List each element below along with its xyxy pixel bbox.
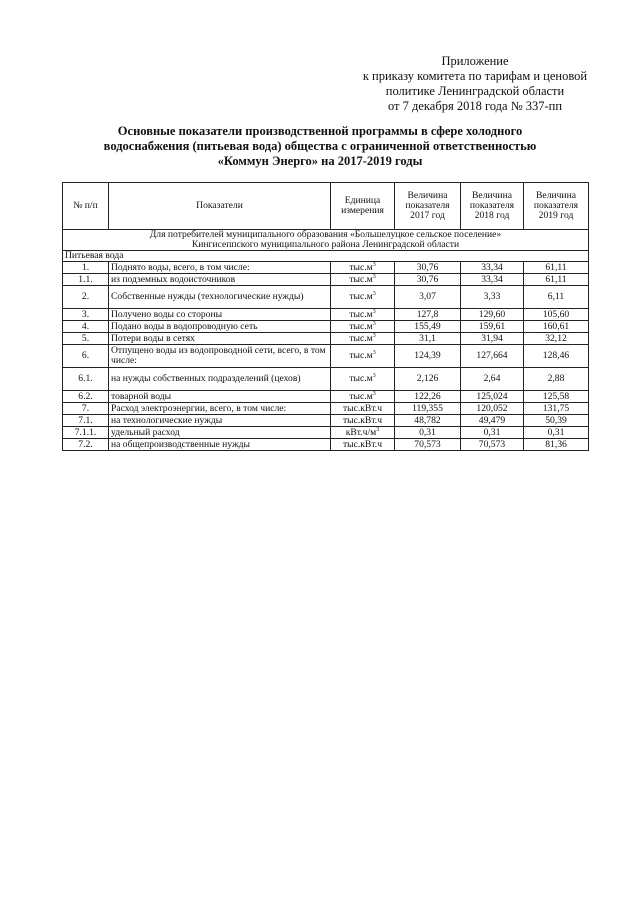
value-2017: 48,782 xyxy=(395,415,461,427)
value-2017: 122,26 xyxy=(395,391,461,403)
value-2019: 50,39 xyxy=(524,415,589,427)
consumer-line: Для потребителей муниципального образования «Большелуцкое сельское поселение» xyxy=(149,229,502,240)
row-unit xyxy=(331,368,395,391)
row-number: 6.2. xyxy=(63,391,109,403)
value-2019: 32,12 xyxy=(524,333,589,345)
row-indicator: из подземных водоисточников xyxy=(109,274,331,286)
header-2018: Величина показателя 2018 год xyxy=(461,183,524,230)
value-2018: 31,94 xyxy=(461,333,524,345)
appendix-line: к приказу комитета по тарифам и ценовой xyxy=(362,69,588,83)
unit-exponent: 3 xyxy=(372,320,376,327)
row-unit xyxy=(331,286,395,309)
value-2019: 61,11 xyxy=(524,262,589,274)
unit-text: тыс.кВт.ч xyxy=(342,438,383,450)
table-row xyxy=(63,286,589,309)
unit-exponent: 3 xyxy=(372,273,376,280)
unit-text: тыс.м xyxy=(349,390,373,402)
unit-text: тыс.м xyxy=(349,320,373,332)
table-row xyxy=(63,262,589,274)
row-indicator: на общепроизводственные нужды xyxy=(109,439,331,451)
table-row xyxy=(63,439,589,451)
row-number: 1. xyxy=(63,262,109,274)
row-number: 4. xyxy=(63,321,109,333)
header-2019: Величина показателя 2019 год xyxy=(524,183,589,230)
row-number: 7.1.1. xyxy=(63,427,109,439)
unit-text: тыс.м xyxy=(349,373,373,384)
value-2019: 2,88 xyxy=(524,368,589,391)
value-2018: 0,31 xyxy=(461,427,524,439)
unit-text: тыс.м xyxy=(349,291,373,302)
consumer-cell xyxy=(63,230,589,251)
value-2017: 155,49 xyxy=(395,321,461,333)
value-2017: 2,126 xyxy=(395,368,461,391)
unit-text: тыс.м xyxy=(349,332,373,344)
row-indicator: удельный расход xyxy=(109,427,331,439)
row-unit xyxy=(331,274,395,286)
row-number: 5. xyxy=(63,333,109,345)
value-2019: 0,31 xyxy=(524,427,589,439)
unit-exponent: 3 xyxy=(372,349,376,356)
row-unit xyxy=(331,391,395,403)
title-line: Основные показатели производственной программы в сфере холодного xyxy=(117,124,523,138)
value-2018: 120,052 xyxy=(461,403,524,415)
row-indicator: Отпущено воды из водопроводной сети, всего, в том числе: xyxy=(109,345,331,368)
unit-exponent: 3 xyxy=(372,372,376,379)
value-2019: 105,60 xyxy=(524,309,589,321)
table-row xyxy=(63,309,589,321)
row-number: 7.2. xyxy=(63,439,109,451)
unit-text: тыс.м xyxy=(349,273,373,285)
table-row xyxy=(63,415,589,427)
header-2017: Величина показателя 2017 год xyxy=(395,183,461,230)
row-number: 1.1. xyxy=(63,274,109,286)
value-2017: 127,8 xyxy=(395,309,461,321)
value-2019: 81,36 xyxy=(524,439,589,451)
row-indicator: на технологические нужды xyxy=(109,415,331,427)
row-indicator: Подано воды в водопроводную сеть xyxy=(109,321,331,333)
row-indicator: Потери воды в сетях xyxy=(109,333,331,345)
group-row xyxy=(63,251,589,262)
table-row xyxy=(63,345,589,368)
unit-exponent: 3 xyxy=(372,332,376,339)
value-2018: 70,573 xyxy=(461,439,524,451)
appendix-line: политике Ленинградской области xyxy=(385,84,565,98)
unit-exponent: 3 xyxy=(376,426,380,433)
value-2017: 30,76 xyxy=(395,262,461,274)
row-unit xyxy=(331,321,395,333)
row-unit xyxy=(331,345,395,368)
row-number: 7.1. xyxy=(63,415,109,427)
value-2018: 3,33 xyxy=(461,286,524,309)
unit-exponent: 3 xyxy=(372,261,376,268)
value-2017: 3,07 xyxy=(395,286,461,309)
unit-exponent: 3 xyxy=(372,308,376,315)
value-2018: 127,664 xyxy=(461,345,524,368)
consumer-row xyxy=(63,230,589,251)
table-row xyxy=(63,391,589,403)
row-unit xyxy=(331,415,395,427)
value-2017: 31,1 xyxy=(395,333,461,345)
value-2018: 33,34 xyxy=(461,274,524,286)
table-row xyxy=(63,274,589,286)
table-header-row xyxy=(63,183,589,230)
row-indicator: на нужды собственных подразделений (цехов) xyxy=(109,368,331,391)
row-unit xyxy=(331,333,395,345)
value-2018: 125,024 xyxy=(461,391,524,403)
row-indicator: Получено воды со стороны xyxy=(109,309,331,321)
row-number: 3. xyxy=(63,309,109,321)
value-2017: 0,31 xyxy=(395,427,461,439)
table-row xyxy=(63,333,589,345)
header-unit: Единица измерения xyxy=(331,183,395,230)
row-number: 7. xyxy=(63,403,109,415)
table-row xyxy=(63,321,589,333)
group-label: Питьевая вода xyxy=(63,251,589,262)
appendix-line: от 7 декабря 2018 года № 337-пп xyxy=(387,99,563,113)
row-number: 6.1. xyxy=(63,368,109,391)
table-row xyxy=(63,368,589,391)
value-2019: 125,58 xyxy=(524,391,589,403)
value-2018: 129,60 xyxy=(461,309,524,321)
appendix-block xyxy=(330,54,620,114)
header-num: № п/п xyxy=(63,183,109,230)
consumer-line: Кингисеппского муниципального района Ленинградской области xyxy=(191,239,460,250)
value-2017: 124,39 xyxy=(395,345,461,368)
value-2018: 33,34 xyxy=(461,262,524,274)
row-indicator: Поднято воды, всего, в том числе: xyxy=(109,262,331,274)
value-2018: 49,479 xyxy=(461,415,524,427)
value-2019: 6,11 xyxy=(524,286,589,309)
value-2019: 131,75 xyxy=(524,403,589,415)
row-number: 2. xyxy=(63,286,109,309)
value-2017: 30,76 xyxy=(395,274,461,286)
unit-text: тыс.кВт.ч xyxy=(342,414,383,426)
unit-exponent: 3 xyxy=(372,290,376,297)
unit-text: тыс.кВт.ч xyxy=(342,402,383,414)
row-indicator: Собственные нужды (технологические нужды) xyxy=(109,286,331,309)
indicators-table xyxy=(62,182,589,451)
unit-text: тыс.м xyxy=(349,261,373,273)
table-row xyxy=(63,427,589,439)
value-2018: 2,64 xyxy=(461,368,524,391)
row-unit xyxy=(331,403,395,415)
unit-text: кВт.ч/м xyxy=(345,426,377,438)
row-unit xyxy=(331,439,395,451)
table-row xyxy=(63,403,589,415)
value-2019: 61,11 xyxy=(524,274,589,286)
document-title xyxy=(90,124,550,169)
unit-exponent: 3 xyxy=(372,390,376,397)
row-indicator: товарной воды xyxy=(109,391,331,403)
title-line: «Коммун Энерго» на 2017-2019 годы xyxy=(217,154,423,168)
header-name: Показатели xyxy=(109,183,331,230)
row-unit xyxy=(331,262,395,274)
value-2017: 119,355 xyxy=(395,403,461,415)
value-2019: 160,61 xyxy=(524,321,589,333)
row-unit xyxy=(331,427,395,439)
unit-text: тыс.м xyxy=(349,308,373,320)
title-line: водоснабжения (питьевая вода) обществa с ограниченной ответственностью xyxy=(103,139,537,153)
value-2018: 159,61 xyxy=(461,321,524,333)
row-unit xyxy=(331,309,395,321)
unit-text: тыс.м xyxy=(349,350,373,361)
value-2017: 70,573 xyxy=(395,439,461,451)
appendix-line: Приложение xyxy=(441,54,509,68)
value-2019: 128,46 xyxy=(524,345,589,368)
row-indicator: Расход электроэнергии, всего, в том числе: xyxy=(109,403,331,415)
row-number: 6. xyxy=(63,345,109,368)
